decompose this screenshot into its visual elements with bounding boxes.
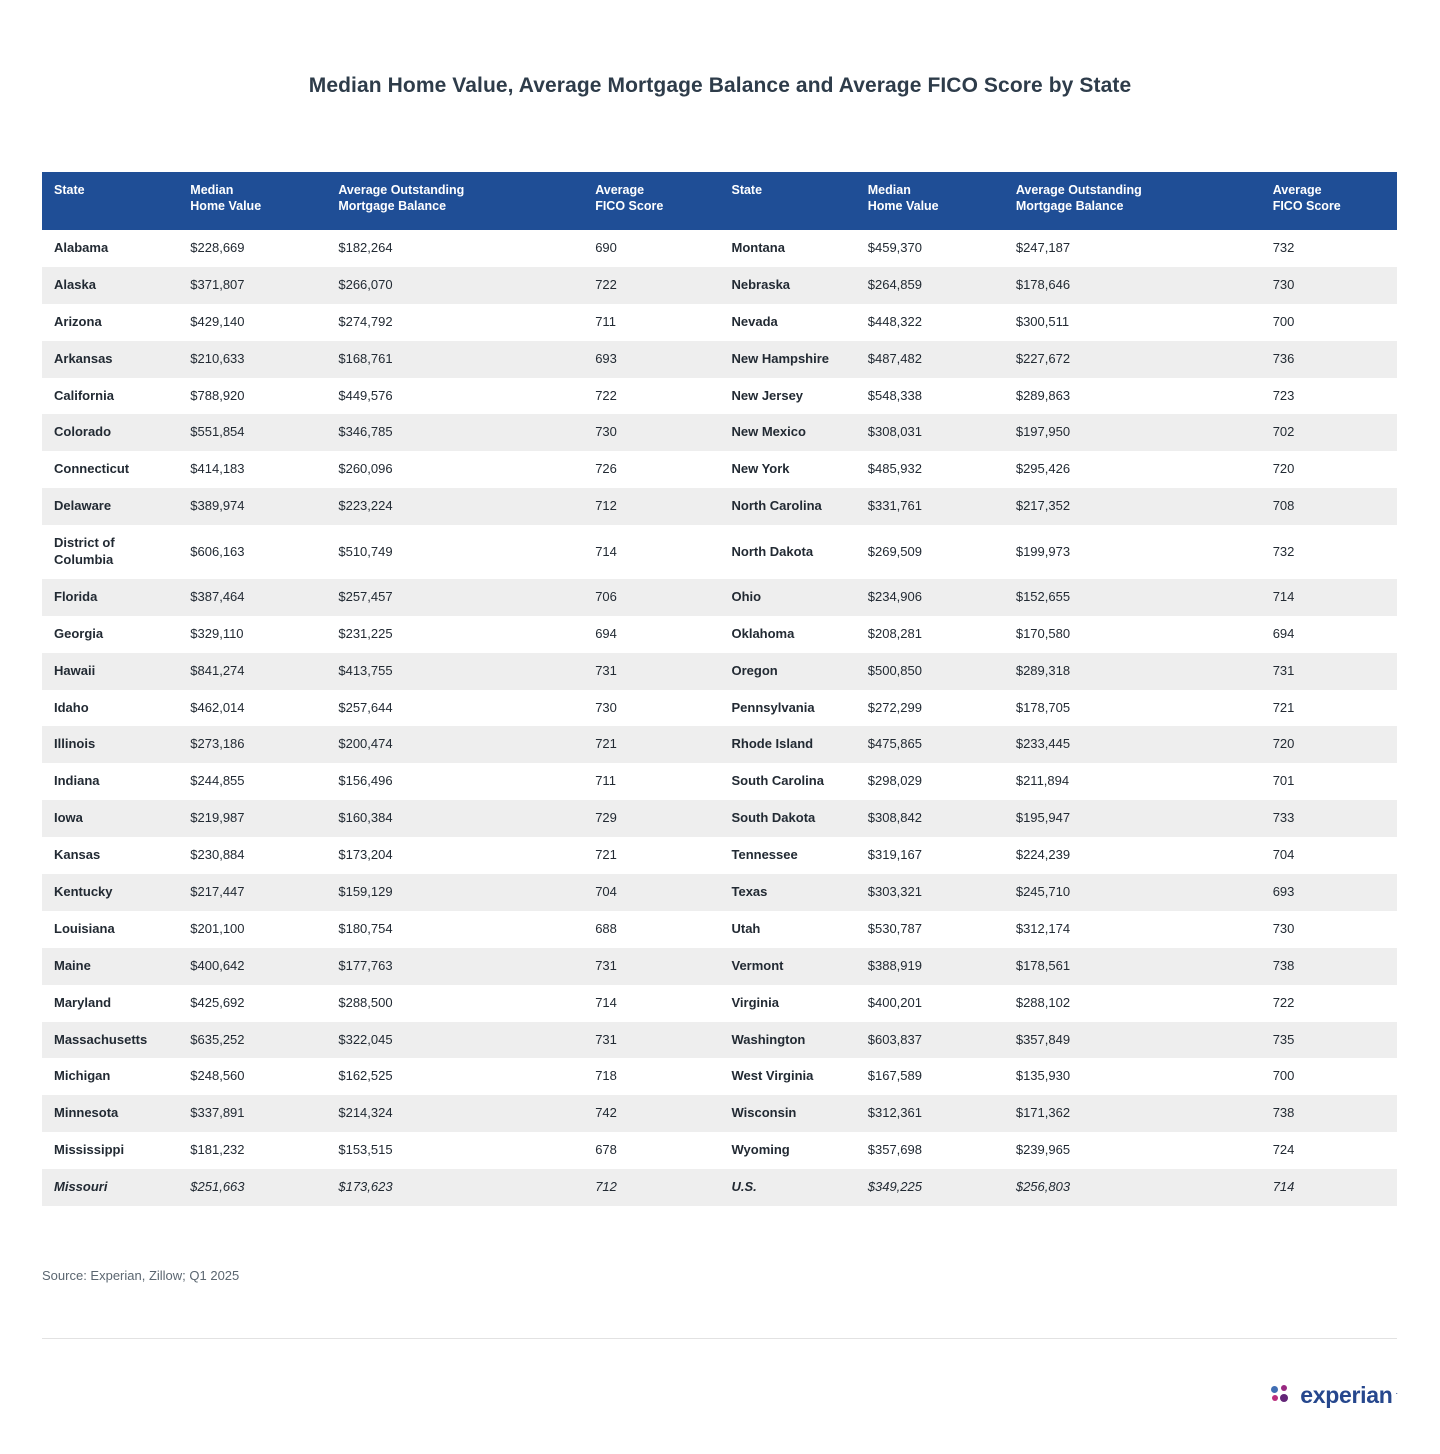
table-header-row [42, 172, 1397, 230]
cell-fico-right: 714 [1261, 579, 1397, 616]
cell-mortgage-balance-right: $289,318 [1004, 653, 1261, 690]
cell-home-value-left: $841,274 [178, 653, 326, 690]
cell-home-value-left: $635,252 [178, 1022, 326, 1059]
cell-home-value-left: $387,464 [178, 579, 326, 616]
cell-home-value-right: $357,698 [867, 1142, 922, 1158]
cell-mortgage-balance-left: $159,129 [326, 874, 583, 911]
cell-home-value-right: $308,031 [856, 414, 1004, 451]
cell-home-value-right: $312,361 [856, 1095, 1004, 1132]
cell-mortgage-balance-left: $510,749 [338, 543, 393, 559]
header-line2: FICO Score [1272, 198, 1341, 213]
cell-fico-right: 735 [1261, 1022, 1397, 1059]
table-row [42, 985, 1397, 1022]
experian-logo [1271, 1382, 1398, 1409]
header-line1: Average Outstanding [338, 183, 465, 197]
table-row [42, 230, 1397, 267]
cell-state-left: Michigan [54, 1068, 111, 1084]
cell-home-value-left: $228,669 [190, 240, 245, 255]
cell-mortgage-balance-right: $288,102 [1015, 994, 1071, 1010]
cell-state-right: South Dakota [719, 800, 855, 837]
table-row [42, 837, 1397, 874]
cell-home-value-left: $389,974 [178, 488, 326, 525]
cell-fico-right: 720 [1272, 461, 1295, 477]
cell-mortgage-balance-right: $233,445 [1004, 726, 1261, 763]
table-row [42, 763, 1397, 800]
cell-fico-left: 711 [595, 313, 616, 329]
cell-state-right: Virginia [731, 994, 779, 1010]
cell-mortgage-balance-right: $357,849 [1004, 1022, 1261, 1059]
cell-mortgage-balance-right: $178,561 [1004, 948, 1261, 985]
cell-mortgage-balance-left: $180,754 [338, 920, 393, 936]
cell-fico-left: 731 [583, 948, 719, 985]
cell-fico-right: 693 [1261, 874, 1397, 911]
cell-home-value-right: $303,321 [856, 874, 1004, 911]
cell-state-right: Wisconsin [719, 1095, 855, 1132]
header-state-right [719, 172, 855, 230]
cell-fico-left: 729 [583, 800, 719, 837]
cell-mortgage-balance-right: $227,672 [1004, 341, 1261, 378]
cell-fico-left: 712 [583, 1169, 719, 1206]
cell-mortgage-balance-right: $300,511 [1015, 313, 1070, 329]
cell-mortgage-balance-right: $199,973 [1015, 543, 1071, 559]
cell-home-value-left: $201,100 [190, 920, 245, 936]
table-row [42, 726, 1397, 763]
cell-fico-left: 731 [583, 1022, 719, 1059]
cell-fico-right: 714 [1261, 1169, 1397, 1206]
cell-state-left: Arkansas [42, 341, 178, 378]
header-line1: Average Outstanding [1015, 183, 1142, 197]
cell-state-left: Colorado [42, 414, 178, 451]
header-line1: State [54, 183, 85, 197]
cell-fico-right: 733 [1261, 800, 1397, 837]
cell-fico-right: 702 [1261, 414, 1397, 451]
cell-home-value-right: $349,225 [856, 1169, 1004, 1206]
cell-home-value-left: $248,560 [190, 1068, 245, 1084]
cell-fico-left: 726 [595, 461, 617, 477]
cell-fico-right: 720 [1261, 726, 1397, 763]
cell-mortgage-balance-left: $288,500 [338, 994, 393, 1010]
cell-home-value-left: $606,163 [190, 543, 245, 559]
cell-mortgage-balance-left: $214,324 [326, 1095, 583, 1132]
cell-state-left: Kansas [54, 847, 101, 863]
cell-fico-left: 742 [583, 1095, 719, 1132]
cell-mortgage-balance-right: $247,187 [1015, 240, 1071, 255]
cell-mortgage-balance-left: $160,384 [326, 800, 583, 837]
table-row [42, 378, 1397, 415]
cell-fico-left: 688 [595, 920, 617, 936]
experian-dots-icon [1271, 1385, 1293, 1407]
cell-mortgage-balance-left: $449,576 [338, 387, 393, 403]
cell-fico-left: 678 [595, 1142, 617, 1158]
cell-home-value-left: $210,633 [178, 341, 326, 378]
cell-home-value-right: $331,761 [856, 488, 1004, 525]
cell-fico-left: 694 [595, 625, 617, 641]
cell-state-right: Ohio [719, 579, 855, 616]
cell-mortgage-balance-left: $257,644 [338, 699, 393, 715]
cell-fico-left: 718 [595, 1068, 617, 1084]
cell-fico-left: 704 [583, 874, 719, 911]
cell-mortgage-balance-left: $173,623 [326, 1169, 583, 1206]
cell-home-value-left: $425,692 [190, 994, 245, 1010]
cell-mortgage-balance-left: $168,761 [326, 341, 583, 378]
cell-mortgage-balance-left: $231,225 [338, 625, 393, 641]
cell-mortgage-balance-right: $170,580 [1015, 625, 1071, 641]
cell-mortgage-balance-right: $217,352 [1004, 488, 1261, 525]
table-row [42, 525, 1397, 579]
cell-home-value-left: $414,183 [190, 461, 245, 477]
cell-state-left: Arizona [54, 313, 102, 329]
table-row [42, 1132, 1397, 1169]
cell-fico-right: 724 [1272, 1142, 1295, 1158]
cell-mortgage-balance-right: $171,362 [1004, 1095, 1261, 1132]
cell-state-right: New Mexico [719, 414, 855, 451]
cell-mortgage-balance-left: $274,792 [338, 313, 393, 329]
cell-home-value-left: $230,884 [190, 847, 245, 863]
cell-state-right: North Dakota [731, 543, 814, 559]
cell-home-value-left: $217,447 [178, 874, 326, 911]
header-home-value-left [178, 172, 326, 230]
cell-fico-left: 721 [583, 726, 719, 763]
table-row [42, 488, 1397, 525]
cell-home-value-left: $371,807 [178, 267, 326, 304]
table-row [42, 800, 1397, 837]
state-metrics-table [42, 172, 1397, 1206]
cell-home-value-right: $487,482 [856, 341, 1004, 378]
cell-fico-right: 721 [1272, 699, 1295, 715]
cell-fico-left: 722 [595, 387, 617, 403]
header-mortgage-balance-left [326, 172, 583, 230]
header-fico-right [1261, 172, 1397, 230]
cell-home-value-left: $462,014 [190, 699, 245, 715]
table-row [42, 874, 1397, 911]
cell-state-right: Washington [719, 1022, 855, 1059]
cell-mortgage-balance-right: $256,803 [1004, 1169, 1261, 1206]
cell-mortgage-balance-right: $295,426 [1015, 461, 1071, 477]
cell-mortgage-balance-right: $135,930 [1015, 1068, 1071, 1084]
cell-home-value-right: $319,167 [867, 847, 922, 863]
cell-mortgage-balance-left: $156,496 [338, 773, 393, 789]
cell-mortgage-balance-left: $182,264 [338, 240, 393, 255]
cell-mortgage-balance-right: $245,710 [1004, 874, 1261, 911]
cell-home-value-right: $448,322 [867, 313, 922, 329]
cell-home-value-right: $485,932 [867, 461, 922, 477]
cell-fico-left: 711 [595, 773, 616, 789]
cell-state-right: Rhode Island [719, 726, 855, 763]
cell-home-value-right: $264,859 [856, 267, 1004, 304]
cell-home-value-right: $167,589 [867, 1068, 922, 1084]
table-row [42, 1022, 1397, 1059]
cell-home-value-right: $530,787 [867, 920, 922, 936]
cell-state-left: Maine [42, 948, 178, 985]
cell-mortgage-balance-right: $239,965 [1015, 1142, 1071, 1158]
table-body [42, 230, 1397, 1206]
cell-mortgage-balance-right: $152,655 [1004, 579, 1261, 616]
cell-home-value-left: $244,855 [190, 773, 245, 789]
table-row [42, 616, 1397, 653]
cell-mortgage-balance-left: $223,224 [326, 488, 583, 525]
cell-fico-right: 701 [1272, 773, 1295, 789]
cell-state-right: Oregon [719, 653, 855, 690]
cell-home-value-right: $500,850 [856, 653, 1004, 690]
header-line2: FICO Score [595, 198, 664, 213]
cell-fico-right: 694 [1272, 625, 1295, 641]
cell-state-left: Indiana [54, 773, 100, 789]
header-line1: Average [595, 183, 645, 197]
cell-state-right: Oklahoma [731, 625, 795, 641]
cell-fico-left: 730 [595, 699, 617, 715]
cell-mortgage-balance-right: $195,947 [1004, 800, 1261, 837]
cell-fico-left: 731 [583, 653, 719, 690]
header-line2: Home Value [190, 198, 262, 213]
header-line1: State [731, 183, 763, 197]
cell-home-value-left: $329,110 [190, 625, 244, 641]
cell-home-value-left: $251,663 [178, 1169, 326, 1206]
cell-state-left: Delaware [42, 488, 178, 525]
cell-state-left: Missouri [42, 1169, 178, 1206]
table-header [42, 172, 1397, 230]
header-line2: Mortgage Balance [338, 198, 447, 213]
header-fico-left [583, 172, 719, 230]
cell-fico-right: 736 [1261, 341, 1397, 378]
cell-fico-right: 722 [1272, 994, 1295, 1010]
cell-state-right: Pennsylvania [731, 699, 815, 715]
cell-fico-left: 706 [583, 579, 719, 616]
table-row [42, 1058, 1397, 1095]
cell-fico-left: 730 [583, 414, 719, 451]
cell-home-value-right: $603,837 [856, 1022, 1004, 1059]
cell-mortgage-balance-right: $312,174 [1015, 920, 1071, 936]
cell-mortgage-balance-left: $322,045 [326, 1022, 583, 1059]
cell-fico-left: 690 [595, 240, 617, 255]
cell-home-value-left: $273,186 [178, 726, 326, 763]
cell-mortgage-balance-left: $413,755 [326, 653, 583, 690]
cell-state-left: Massachusetts [42, 1022, 178, 1059]
cell-home-value-left: $181,232 [190, 1142, 245, 1158]
header-line2: Mortgage Balance [1015, 198, 1124, 213]
cell-fico-left: 714 [595, 543, 617, 559]
cell-state-left: Hawaii [42, 653, 178, 690]
cell-mortgage-balance-right: $224,239 [1015, 847, 1071, 863]
logo-tm: . [1395, 1386, 1398, 1396]
table-row [42, 304, 1397, 341]
cell-state-right: New Jersey [731, 387, 804, 403]
cell-state-left: Florida [42, 579, 178, 616]
cell-state-left: Idaho [54, 699, 89, 715]
cell-mortgage-balance-right: $211,894 [1015, 773, 1070, 789]
cell-mortgage-balance-left: $200,474 [326, 726, 583, 763]
cell-home-value-left: $551,854 [178, 414, 326, 451]
header-line1: Median [867, 183, 911, 197]
table-row [42, 341, 1397, 378]
table-row [42, 690, 1397, 727]
cell-mortgage-balance-left: $173,204 [338, 847, 393, 863]
cell-home-value-right: $208,281 [867, 625, 922, 641]
cell-fico-left: 693 [583, 341, 719, 378]
cell-home-value-right: $475,865 [856, 726, 1004, 763]
cell-state-left: Connecticut [54, 461, 130, 477]
cell-fico-left: 721 [595, 847, 617, 863]
table-row [42, 451, 1397, 488]
cell-fico-left: 714 [595, 994, 617, 1010]
table-row [42, 1169, 1397, 1206]
cell-home-value-right: $388,919 [856, 948, 1004, 985]
cell-state-right: Vermont [719, 948, 855, 985]
cell-state-left: Maryland [54, 994, 112, 1010]
cell-state-left: Kentucky [42, 874, 178, 911]
cell-home-value-left: $400,642 [178, 948, 326, 985]
cell-state-right: Tennessee [731, 847, 798, 863]
cell-mortgage-balance-right: $289,863 [1015, 387, 1071, 403]
cell-home-value-right: $298,029 [867, 773, 922, 789]
cell-mortgage-balance-left: $266,070 [326, 267, 583, 304]
cell-state-left: Illinois [42, 726, 178, 763]
cell-state-left: Alaska [42, 267, 178, 304]
cell-mortgage-balance-left: $153,515 [338, 1142, 393, 1158]
cell-fico-left: 722 [583, 267, 719, 304]
cell-home-value-right: $272,299 [867, 699, 922, 715]
cell-fico-right: 738 [1261, 948, 1397, 985]
header-state-left [42, 172, 178, 230]
cell-state-right: Utah [731, 920, 761, 936]
table-row [42, 579, 1397, 616]
cell-state-left: Iowa [42, 800, 178, 837]
cell-state-right: New York [731, 461, 790, 477]
source-note: Source: Experian, Zillow; Q1 2025 [42, 1268, 240, 1283]
cell-state-left: California [54, 387, 114, 403]
cell-state-right: Nevada [731, 313, 778, 329]
table-row [42, 267, 1397, 304]
cell-home-value-left: $219,987 [178, 800, 326, 837]
cell-state-right: Texas [719, 874, 855, 911]
cell-fico-right: 730 [1272, 920, 1295, 936]
cell-mortgage-balance-right: $197,950 [1004, 414, 1261, 451]
cell-state-right: South Carolina [731, 773, 824, 789]
cell-state-right: North Carolina [719, 488, 855, 525]
cell-mortgage-balance-right: $178,705 [1015, 699, 1071, 715]
table-row [42, 948, 1397, 985]
header-mortgage-balance-right [1004, 172, 1261, 230]
table-row [42, 653, 1397, 690]
cell-state-right: Montana [731, 240, 785, 255]
cell-fico-right: 738 [1261, 1095, 1397, 1132]
cell-home-value-left: $788,920 [190, 387, 245, 403]
cell-fico-right: 700 [1272, 313, 1295, 329]
cell-home-value-right: $459,370 [867, 240, 922, 255]
table-row [42, 911, 1397, 948]
cell-fico-right: 704 [1272, 847, 1295, 863]
table-row [42, 414, 1397, 451]
cell-state-left: Minnesota [42, 1095, 178, 1132]
cell-fico-right: 700 [1272, 1068, 1295, 1084]
header-line1: Average [1272, 183, 1322, 197]
cell-fico-right: 730 [1261, 267, 1397, 304]
cell-state-right: West Virginia [731, 1068, 814, 1084]
cell-mortgage-balance-left: $257,457 [326, 579, 583, 616]
cell-fico-right: 732 [1272, 240, 1295, 255]
cell-mortgage-balance-right: $178,646 [1004, 267, 1261, 304]
header-home-value-right [856, 172, 1004, 230]
table-row [42, 1095, 1397, 1132]
cell-state-left: Louisiana [54, 920, 115, 936]
cell-home-value-right: $234,906 [856, 579, 1004, 616]
cell-fico-right: 723 [1272, 387, 1295, 403]
data-table-container [42, 172, 1397, 1206]
cell-mortgage-balance-left: $177,763 [326, 948, 583, 985]
cell-state-right: New Hampshire [719, 341, 855, 378]
cell-mortgage-balance-left: $260,096 [338, 461, 393, 477]
header-line2: Home Value [867, 198, 939, 213]
cell-fico-right: 708 [1261, 488, 1397, 525]
cell-state-left: Alabama [54, 240, 109, 255]
cell-state-right: Wyoming [731, 1142, 790, 1158]
cell-state-right: Nebraska [719, 267, 855, 304]
logo-wordmark: experian [1300, 1382, 1393, 1408]
footer-divider [42, 1338, 1397, 1339]
cell-mortgage-balance-left: $162,525 [338, 1068, 393, 1084]
cell-mortgage-balance-left: $346,785 [326, 414, 583, 451]
cell-home-value-left: $337,891 [178, 1095, 326, 1132]
cell-home-value-right: $308,842 [856, 800, 1004, 837]
header-line1: Median [190, 183, 234, 197]
cell-fico-left: 712 [583, 488, 719, 525]
cell-home-value-right: $269,509 [867, 543, 922, 559]
cell-fico-right: 732 [1272, 543, 1295, 559]
cell-state-right: U.S. [719, 1169, 855, 1206]
cell-home-value-right: $400,201 [867, 994, 922, 1010]
cell-home-value-right: $548,338 [867, 387, 922, 403]
cell-state-left: Georgia [54, 625, 104, 641]
cell-state-left: District of Columbia [54, 535, 115, 568]
page-title: Median Home Value, Average Mortgage Balance and Average FICO Score by State [308, 74, 1132, 97]
cell-state-left: Mississippi [54, 1142, 125, 1158]
cell-home-value-left: $429,140 [190, 313, 245, 329]
cell-fico-right: 731 [1261, 653, 1397, 690]
